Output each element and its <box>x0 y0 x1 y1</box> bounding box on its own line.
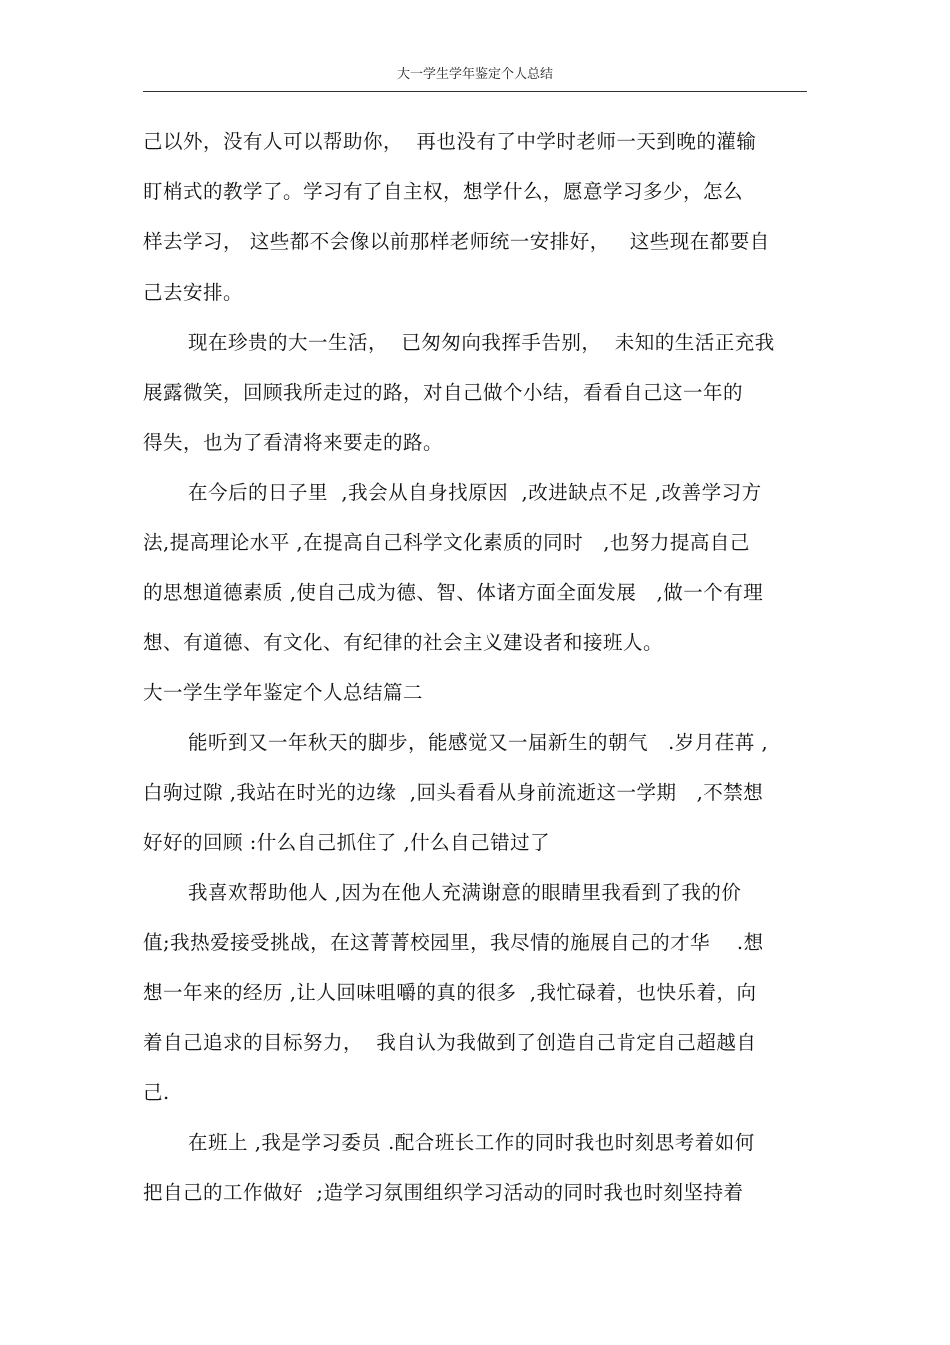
header-rule <box>143 91 807 92</box>
body-line: 样去学习， 这些都不会像以前那样老师统一安排好， 这些现在都要自 <box>143 230 770 253</box>
body-line: 好好的回顾 :什么自己抓住了 ,什么自己错过了 <box>143 831 551 854</box>
body-line: 己以外，没有人可以帮助你， 再也没有了中学时老师一天到晚的灌输 <box>143 130 757 153</box>
body-line: 想一年来的经历 ,让人回味咀嚼的真的很多 ,我忙碌着，也快乐着，向 <box>143 981 757 1004</box>
body-line: 在今后的日子里 ,我会从自身找原因 ,改进缺点不足 ,改善学习方 <box>188 481 762 504</box>
body-line: 盯梢式的教学了。学习有了自主权，想学什么，愿意学习多少，怎么 <box>143 180 744 203</box>
body-line: 己去安排。 <box>143 281 244 304</box>
body-line: 在班上 ,我是学习委员 .配合班长工作的同时我也时刻思考着如何 <box>188 1131 755 1154</box>
body-line: 法,提高理论水平 ,在提高自己科学文化素质的同时 ,也努力提高自己 <box>143 531 750 554</box>
body-line: 我喜欢帮助他人 ,因为在他人充满谢意的眼睛里我看到了我的价 <box>188 881 742 904</box>
section-heading: 大一学生学年鉴定个人总结篇二 <box>143 681 424 704</box>
body-line: 想、有道德、有文化、有纪律的社会主义建设者和接班人。 <box>143 631 664 654</box>
body-line: 得失，也为了看清将来要走的路。 <box>143 431 444 454</box>
body-line: 把自己的工作做好 ;造学习氛围组织学习活动的同时我也时刻坚持着 <box>143 1181 744 1204</box>
header-title: 大一学生学年鉴定个人总结 <box>396 67 553 82</box>
body-line: 己. <box>143 1081 170 1104</box>
body-line: 现在珍贵的大一生活， 已匆匆向我挥手告别， 未知的生活正充我 <box>188 331 775 354</box>
body-line: 值;我热爱接受挑战，在这菁菁校园里，我尽情的施展自己的才华 .想 <box>143 931 764 954</box>
body-line: 展露微笑，回顾我所走过的路，对自己做个小结，看看自己这一年的 <box>143 381 744 404</box>
body-line: 白驹过隙 ,我站在时光的边缘 ,回头看看从身前流逝这一学期 ,不禁想 <box>143 781 764 804</box>
body-line: 能听到又一年秋天的脚步，能感觉又一届新生的朝气 .岁月荏苒 , <box>188 731 769 754</box>
body-line: 的思想道德素质 ,使自己成为德、智、体诸方面全面发展 ,做一个有理 <box>143 581 764 604</box>
body-line: 着自己追求的目标努力， 我自认为我做到了创造自己肯定自己超越自 <box>143 1031 757 1054</box>
